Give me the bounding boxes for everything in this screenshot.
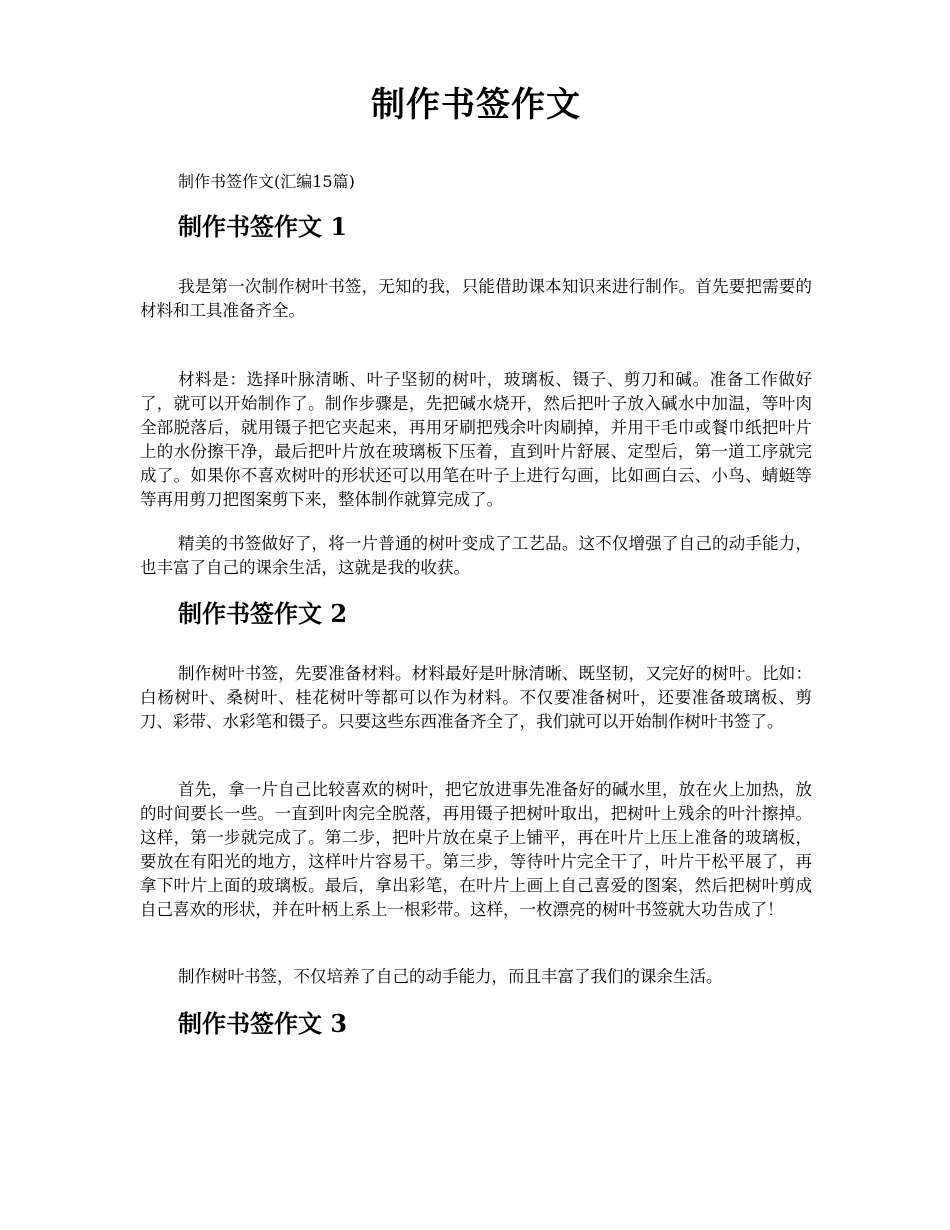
document-subtitle: 制作书签作文(汇编15篇) (178, 172, 355, 191)
section-1-paragraph-1: 我是第一次制作树叶书签，无知的我，只能借助课本知识来进行制作。首先要把需要的材料和工具准备齐全。 (140, 277, 812, 320)
document-title: 制作书签作文 (371, 85, 581, 125)
section-2-paragraph-1: 制作树叶书签，先要准备材料。材料最好是叶脉清晰、既坚韧，又完好的树叶。比如：白杨树叶、桑树叶、桂花树叶等都可以作为材料。不仅要准备树叶，还要准备玻璃板、剪刀、彩带、水彩笔和镊子。只要这些东西准备齐全了，我们就可以开始制作树叶书签了。 (140, 664, 812, 731)
section-heading-3: 制作书签作文 3 (178, 1009, 348, 1038)
section-1-paragraph-2: 材料是：选择叶脉清晰、叶子坚韧的树叶，玻璃板、镊子、剪刀和碱。准备工作做好了，就可以开始制作了。制作步骤是，先把碱水烧开，然后把叶子放入碱水中加温，等叶肉全部脱落后，就用镊子把它夹起来，再用牙刷把残余叶肉刷掉，并用干毛巾或餐巾纸把叶片上的水份擦干净，最后把叶片放在玻璃板下压着，直到叶片舒展、定型后，第一道工序就完成了。如果你不喜欢树叶的形状还可以用笔在叶子上进行勾画，比如画白云、小鸟、蜻蜓等等再用剪刀把图案剪下来，整体制作就算完成了。 (140, 370, 812, 509)
section-heading-1: 制作书签作文 1 (178, 212, 348, 241)
section-heading-2: 制作书签作文 2 (178, 599, 348, 628)
section-2-paragraph-2: 首先，拿一片自己比较喜欢的树叶，把它放进事先准备好的碱水里，放在火上加热，放的时间要长一些。一直到叶肉完全脱落，再用镊子把树叶取出，把树叶上残余的叶汁擦掉。这样，第一步就完成了。第二步，把叶片放在桌子上铺平，再在叶片上压上准备的玻璃板，要放在有阳光的地方，这样叶片容易干。第三步，等待叶片完全干了，叶片干松平展了，再拿下叶片上面的玻璃板。最后，拿出彩笔，在叶片上画上自己喜爱的图案，然后把树叶剪成自己喜欢的形状，并在叶柄上系上一根彩带。这样，一枚漂亮的树叶书签就大功告成了！ (140, 780, 812, 919)
section-2-paragraph-3: 制作树叶书签，不仅培养了自己的动手能力，而且丰富了我们的课余生活。 (178, 967, 723, 986)
section-1-paragraph-3: 精美的书签做好了，将一片普通的树叶变成了工艺品。这不仅增强了自己的动手能力，也丰富了自己的课余生活，这就是我的收获。 (140, 534, 812, 577)
